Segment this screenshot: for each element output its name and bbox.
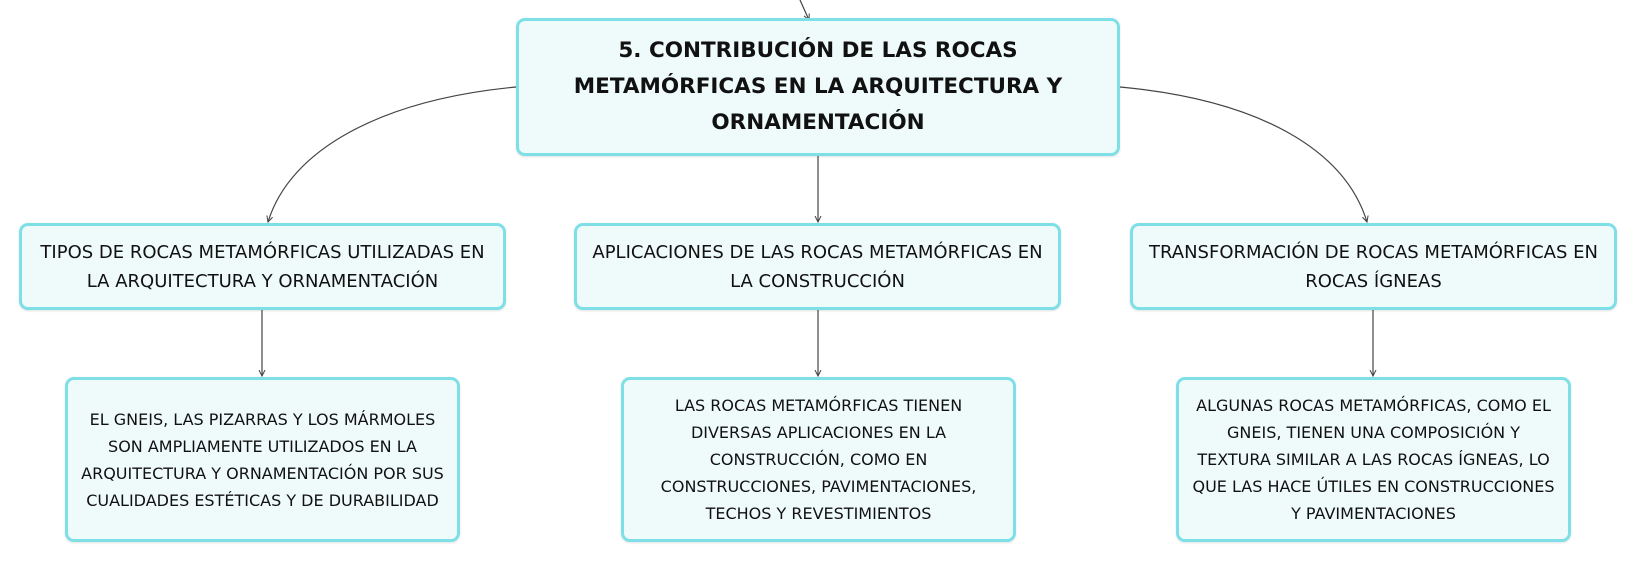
branch-node-transformacion[interactable]: [1130, 223, 1617, 310]
branch-node-aplicaciones[interactable]: [574, 223, 1061, 310]
connector-root-to-branch-3: [1120, 87, 1367, 222]
branch-label: TIPOS DE ROCAS METAMÓRFICAS UTILIZADAS EN LA ARQUITECTURA Y ORNAMENTACIÓN: [40, 241, 485, 292]
detail-node-tipos-de-rocas[interactable]: [65, 377, 460, 542]
connector-incoming-root: [800, 0, 809, 20]
detail-label: ALGUNAS ROCAS METAMÓRFICAS, COMO EL GNEIS, TIENEN UNA COMPOSICIÓN Y TEXTURA SIMILAR A LAS ROCAS ÍGNEAS, LO QUE LAS HACE ÚTILES EN CONSTRUCCIONES Y PAVIMENTACIONES: [1192, 396, 1555, 523]
connector-root-to-branch-1: [268, 87, 516, 222]
branch-node-tipos-de-rocas[interactable]: [19, 223, 506, 310]
root-topic-label: 5. CONTRIBUCIÓN DE LAS ROCAS METAMÓRFICAS EN LA ARQUITECTURA Y ORNAMENTACIÓN: [573, 38, 1063, 135]
detail-label: LAS ROCAS METAMÓRFICAS TIENEN DIVERSAS APLICACIONES EN LA CONSTRUCCIÓN, COMO EN CONSTRUCCIONES, PAVIMENTACIONES, TECHOS Y REVESTIMIENTOS: [660, 396, 977, 523]
branch-label: APLICACIONES DE LAS ROCAS METAMÓRFICAS EN LA CONSTRUCCIÓN: [592, 241, 1043, 292]
detail-node-aplicaciones[interactable]: [621, 377, 1016, 542]
detail-label: EL GNEIS, LAS PIZARRAS Y LOS MÁRMOLES SON AMPLIAMENTE UTILIZADOS EN LA ARQUITECTURA Y ORNAMENTACIÓN POR SUS CUALIDADES ESTÉTICAS Y DE DURABILIDAD: [81, 409, 444, 510]
branch-label: TRANSFORMACIÓN DE ROCAS METAMÓRFICAS EN ROCAS ÍGNEAS: [1149, 241, 1598, 292]
root-topic-node[interactable]: [516, 18, 1120, 156]
detail-node-transformacion[interactable]: [1176, 377, 1571, 542]
